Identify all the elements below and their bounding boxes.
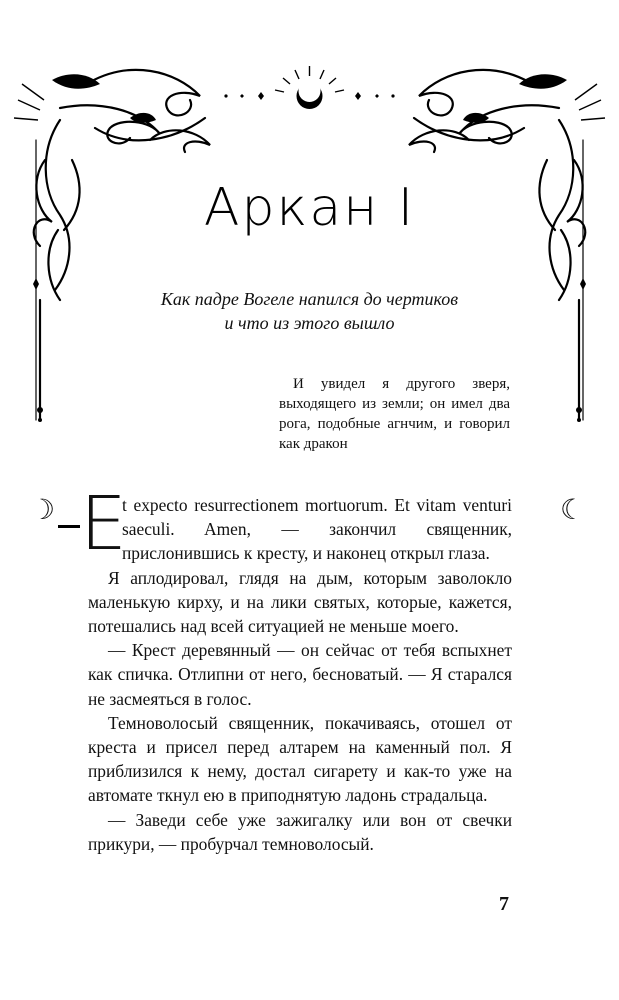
chapter-subtitle	[90, 287, 529, 335]
top-right-leaf	[519, 74, 567, 89]
body-text	[80, 481, 512, 856]
right-star-icon	[580, 278, 586, 290]
top-right-scroll	[419, 70, 529, 116]
left-small-moon-icon	[31, 440, 40, 458]
left-moon-icon: ☽	[30, 493, 56, 526]
paragraph	[80, 481, 512, 567]
paragraph: Я аплодировал, глядя на дым, которым заволокло маленькую кирху, и на лики святых, которые, кажется, потешались над всей ситуацией не меньше моего.	[88, 567, 512, 637]
star-icon	[355, 92, 361, 100]
right-small-moon-icon	[579, 440, 588, 458]
chapter-title: Аркан I	[203, 178, 416, 238]
page-number: 7	[499, 893, 509, 915]
star-icon	[258, 92, 264, 100]
drop-cap-dash	[58, 525, 80, 528]
right-moon-icon: ☾	[560, 493, 586, 526]
paragraph-text: t expecto resurrectionem mortuorum. Et vitam venturi saeculi. Amen, — закончил священник, прислонившись к кресту, и наконец открыл глаза.	[122, 495, 512, 564]
subtitle-line-2: и что из этого вышло	[224, 313, 395, 333]
top-left-leaf	[52, 74, 100, 89]
drop-cap	[64, 481, 127, 567]
paragraph: Темноволосый священник, покачиваясь, отошел от креста и присел перед алтарем на каменный пол. Я приблизился к нему, достал сигарету и как-то уже на автомате ткнул ею в приподнятую ладонь страдальца.	[88, 712, 512, 806]
top-left-scroll	[90, 70, 200, 116]
epigraph: И увидел я другого зверя, выходящего из земли; он имел два рога, подобные агнчим, и говорил как дракон	[279, 376, 510, 452]
paragraph: — Заведи себе уже зажигалку или вон от свечки прикури, — пробурчал темноволосый.	[88, 809, 512, 854]
paragraph: — Крест деревянный — он сейчас от тебя вспыхнет как спичка. Отлипни от него, бесноватый. — Я старался не засмеяться в голос.	[88, 640, 512, 709]
drop-cap-letter: E	[80, 481, 127, 567]
left-star-icon	[33, 278, 39, 290]
subtitle-line-1: Как падре Вогеле напился до чертиков	[160, 289, 459, 309]
